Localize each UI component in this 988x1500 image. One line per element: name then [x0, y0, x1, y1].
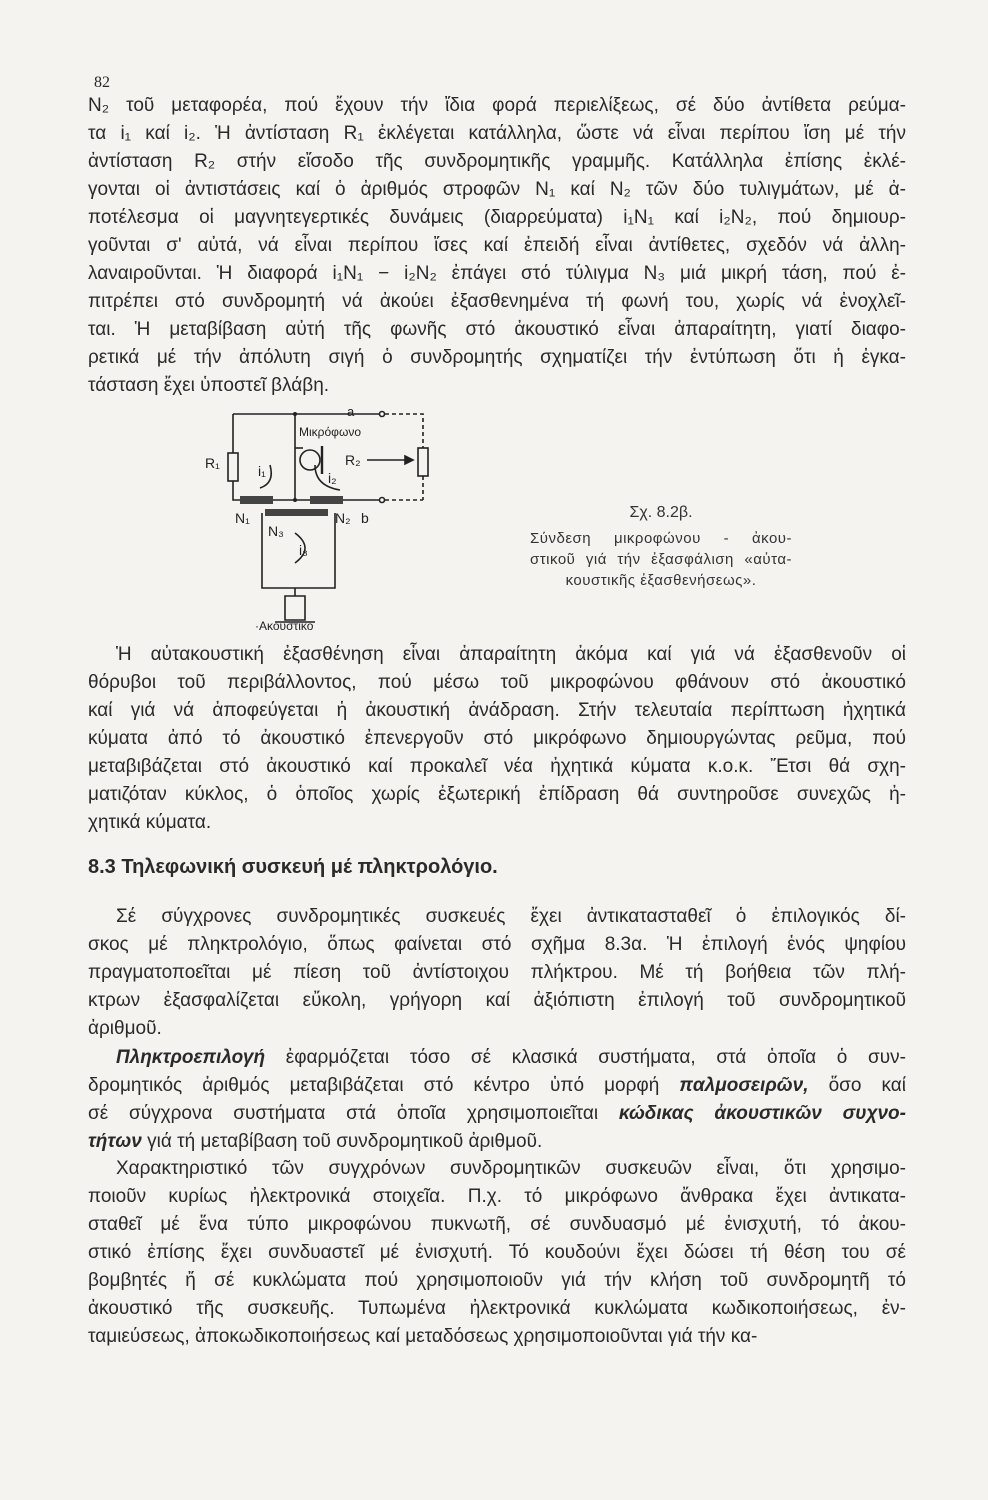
text-line	[88, 1211, 906, 1239]
text-line	[88, 1155, 906, 1183]
label-b: b	[361, 510, 369, 526]
caption-line: Σύνδεση μικροφώνου - ἀκου-	[530, 530, 792, 547]
text-segment: κύματα ἀπό τό ἀκουστικό ἐπενεργοῦν στό μικρόφωνο δημιουργώντας ρεῦμα, πού	[88, 728, 906, 749]
text-segment: λαναιροῦνται. Ἡ διαφορά i₁N₁ − i₂N₂ ἐπάγει στό τύλιγμα N₃ μιά μικρή τάση, πού ἐ-	[88, 263, 906, 284]
emphasized-term: παλμοσειρῶν,	[679, 1075, 809, 1096]
text-segment: πραγματοποεῖται μέ πίεση τοῦ ἀντίστοιχου πλήκτρου. Μέ τή βοήθεια τῶν πλή-	[88, 962, 906, 983]
resistor-r2	[418, 448, 428, 476]
text-segment: N₂ τοῦ μεταφορέα, πού ἔχουν τήν ἴδια φορά περιελίξεως, σέ δύο ἀντίθετα ρεύμα-	[88, 95, 906, 116]
paragraph-4	[88, 1044, 906, 1156]
text-line	[88, 1100, 906, 1128]
text-line	[88, 204, 906, 232]
text-segment: σταθεῖ μέ ἕνα τύπο μικροφώνου πυκνωτῆ, σέ συνδυασμό μέ ἐνισχυτή, τό ἀκου-	[88, 1214, 906, 1235]
caption-line: κουστικῆς ἐξασθενήσεως».	[565, 572, 757, 589]
text-line	[88, 1072, 906, 1100]
text-line	[88, 669, 906, 697]
text-line	[88, 1183, 906, 1211]
text-line	[88, 1015, 906, 1043]
text-segment: ἀκουστικό τῆς συσκευῆς. Τυπωμένα ἠλεκτρονικά κυκλώματα κωδικοποιήσεως, ἐν-	[88, 1298, 906, 1319]
section-heading: 8.3 Τηλεφωνική συσκευή μέ πληκτρολόγιο.	[88, 856, 498, 878]
paragraph-2	[88, 641, 906, 837]
text-segment: γιά τή μεταβίβαση τοῦ συνδρομητικοῦ ἀριθμοῦ.	[141, 1131, 543, 1152]
caption-title: Σχ. 8.2β.	[629, 504, 693, 521]
text-line	[88, 1323, 906, 1351]
label-n1: N₁	[235, 510, 250, 526]
paragraph-3	[88, 903, 906, 1043]
text-line	[88, 232, 906, 260]
label-i2: i₂	[328, 470, 337, 486]
figure-caption	[530, 504, 792, 591]
text-segment: ἐφαρμόζεται τόσο σέ κλασικά συστήματα, στά ὁποῖα ὁ συν-	[265, 1047, 906, 1068]
terminal-a	[380, 412, 385, 417]
text-line	[88, 1128, 906, 1156]
text-line	[88, 176, 906, 204]
text-segment: χητικά κύματα.	[88, 812, 212, 833]
text-segment: στικό ἐπίσης ἔχει συνδυαστεῖ μέ ἐνισχυτή. Τό κουδούνι ἔχει δώσει τή θέση του σέ	[88, 1242, 906, 1263]
text-segment: Χαρακτηριστικό τῶν συγχρόνων συνδρομητικῶν συσκευῶν εἶναι, ὅτι χρησιμο-	[116, 1158, 906, 1179]
text-segment: ἀντίσταση R₂ στήν εἴσοδο τῆς συνδρομητικῆς γραμμῆς. Κατάλληλα ἐπίσης ἐκλέ-	[88, 151, 906, 172]
text-line	[88, 148, 906, 176]
label-n2: N₂	[335, 510, 351, 526]
text-line	[88, 931, 906, 959]
caption-line: στικοῦ γιά τήν ἐξασφάλιση «αὐτα-	[530, 551, 792, 568]
text-segment: ὅσο καί	[808, 1075, 906, 1096]
emphasized-term: Πληκτροεπιλογή	[116, 1047, 266, 1068]
label-r1: R₁	[205, 455, 220, 471]
text-segment: ποιοῦν κυρίως ἠλεκτρονικά στοιχεῖα. Π.χ. τό μικρόφωνο ἄνθρακα ἔχει ἀντικατα-	[88, 1186, 906, 1207]
text-segment: ται. Ἡ μεταβίβαση αὐτή τῆς φωνῆς στό ἀκουστικό εἶναι ἀπαραίτητη, γιατί διαφο-	[88, 319, 906, 340]
label-r2: R₂	[345, 452, 361, 468]
winding-n2	[310, 496, 343, 504]
text-line	[88, 809, 906, 837]
text-segment: σκος μέ πληκτρολόγιο, ὅπως φαίνεται στό σχῆμα 8.3α. Ἡ ἐπιλογή ἑνός ψηφίου	[88, 934, 906, 955]
earpiece-symbol	[285, 596, 305, 620]
text-segment: γονται οἱ ἀντιστάσεις καί ὁ ἀριθμός στροφῶν N₁ καί N₂ τῶν δύο τυλιγμάτων, μέ ἀ-	[88, 179, 906, 200]
text-segment: Σέ σύγχρονες συνδρομητικές συσκευές ἔχει ἀντικατασταθεῖ ὁ ἐπιλογικός δί-	[116, 906, 906, 927]
text-line	[88, 987, 906, 1015]
text-segment: ποτέλεσμα οἱ μαγνητεγερτικές δυνάμεις (διαρρεύματα) i₁N₁ καί i₂N₂, πού δημιουρ-	[88, 207, 906, 228]
label-a: a	[347, 408, 355, 419]
text-segment: μεταβιβάζεται στό ἀκουστικό καί προκαλεῖ νέα ἠχητικά κύματα κ.ο.κ. Ἔτσι θά σχη-	[88, 756, 906, 777]
text-line	[88, 697, 906, 725]
label-microphone: Μικρόφωνο	[299, 425, 361, 439]
text-segment: βομβητές ἤ σέ κυκλώματα πού χρησιμοποιοῦν γιά τήν κλήση τοῦ συνδρομητῆ τό	[88, 1270, 906, 1291]
text-segment: γοῦνται σ' αὐτά, νά εἶναι περίπου ἴσες καί ἐπειδή εἶναι ἀντίθετες, σχεδόν νά ἀλλη-	[88, 235, 906, 256]
winding-n3	[265, 509, 328, 516]
microphone-symbol	[300, 450, 320, 470]
resistor-r1	[228, 453, 238, 481]
text-segment: ρετικά μέ τήν ἀπόλυτη σιγή ὁ συνδρομητής σχηματίζει τήν ἐντύπωση ὅτι ἡ ἐγκα-	[88, 347, 906, 368]
text-line	[88, 1295, 906, 1323]
text-segment: ταμιεύσεως, ἀποκωδικοποιήσεως καί μεταδόσεως χρησιμοποιοῦνται γιά τήν κα-	[88, 1326, 758, 1347]
text-line	[88, 92, 906, 120]
circuit-diagram	[195, 408, 475, 633]
page-number: 82	[94, 74, 110, 91]
emphasized-term: κώδικας ἀκουστικῶν συχνο-	[618, 1103, 906, 1124]
text-segment: ἀριθμοῦ.	[88, 1018, 162, 1039]
text-segment: τάσταση ἔχει ὑποστεῖ βλάβη.	[88, 375, 330, 396]
text-line	[88, 1267, 906, 1295]
text-segment: κτρων ἐξασφαλίζεται εὔκολη, γρήγορη καί ἀξιόπιστη ἐπιλογή τοῦ συνδρομητικοῦ	[88, 990, 906, 1011]
paragraph-5	[88, 1155, 906, 1351]
text-line	[88, 781, 906, 809]
text-segment: καί γιά νά ἀποφεύγεται ἡ ἀκουστική ἀνάδραση. Στήν τελευταία περίπτωση ἠχητικά	[88, 700, 906, 721]
text-line	[88, 288, 906, 316]
label-n3: N₃	[268, 523, 284, 539]
text-segment: πιτρέπει στό συνδρομητή νά ἀκούει ἐξασθενημένα τή φωνή του, χωρίς νά ἐνοχλεῖ-	[88, 291, 906, 312]
text-segment: σέ σύγχρονα συστήματα στά ὁποῖα χρησιμοποιεῖται	[88, 1103, 619, 1124]
text-segment: δρομητικός ἀριθμός μεταβιβάζεται στό κέντρο ὑπό μορφή	[88, 1075, 680, 1096]
text-line	[88, 372, 906, 400]
text-line	[88, 903, 906, 931]
label-earpiece: ·Ακουστικο	[255, 619, 314, 633]
text-line	[88, 1239, 906, 1267]
label-i3: i₃	[299, 542, 308, 558]
text-segment: ματιζόταν κύκλος, ὁ ὁποῖος χωρίς ἐξωτερική ἐπίδραση θά συντηροῦσε συνεχῶς ἠ-	[88, 784, 906, 805]
text-line	[88, 641, 906, 669]
text-line	[88, 120, 906, 148]
text-line	[88, 260, 906, 288]
text-line	[88, 959, 906, 987]
text-segment: τα i₁ καί i₂. Ἡ ἀντίσταση R₁ ἐκλέγεται κατάλληλα, ὥστε νά εἶναι περίπου ἴση μέ τήν	[88, 123, 906, 144]
terminal-b	[380, 498, 385, 503]
text-line	[88, 1044, 906, 1072]
label-i1: i₁	[258, 463, 266, 479]
text-line	[88, 753, 906, 781]
text-line	[88, 725, 906, 753]
paragraph-1	[88, 92, 906, 400]
text-line	[88, 344, 906, 372]
text-segment: Ἡ αὐτακουστική ἐξασθένηση εἶναι ἀπαραίτητη ἀκόμα καί γιά νά ἐξασθενοῦν οἱ	[116, 644, 906, 665]
emphasized-term: τήτων	[88, 1131, 142, 1152]
text-line	[88, 316, 906, 344]
text-segment: θόρυβοι τοῦ περιβάλλοντος, πού μέσω τοῦ μικροφώνου φθάνουν στό ἀκουστικό	[88, 672, 906, 693]
